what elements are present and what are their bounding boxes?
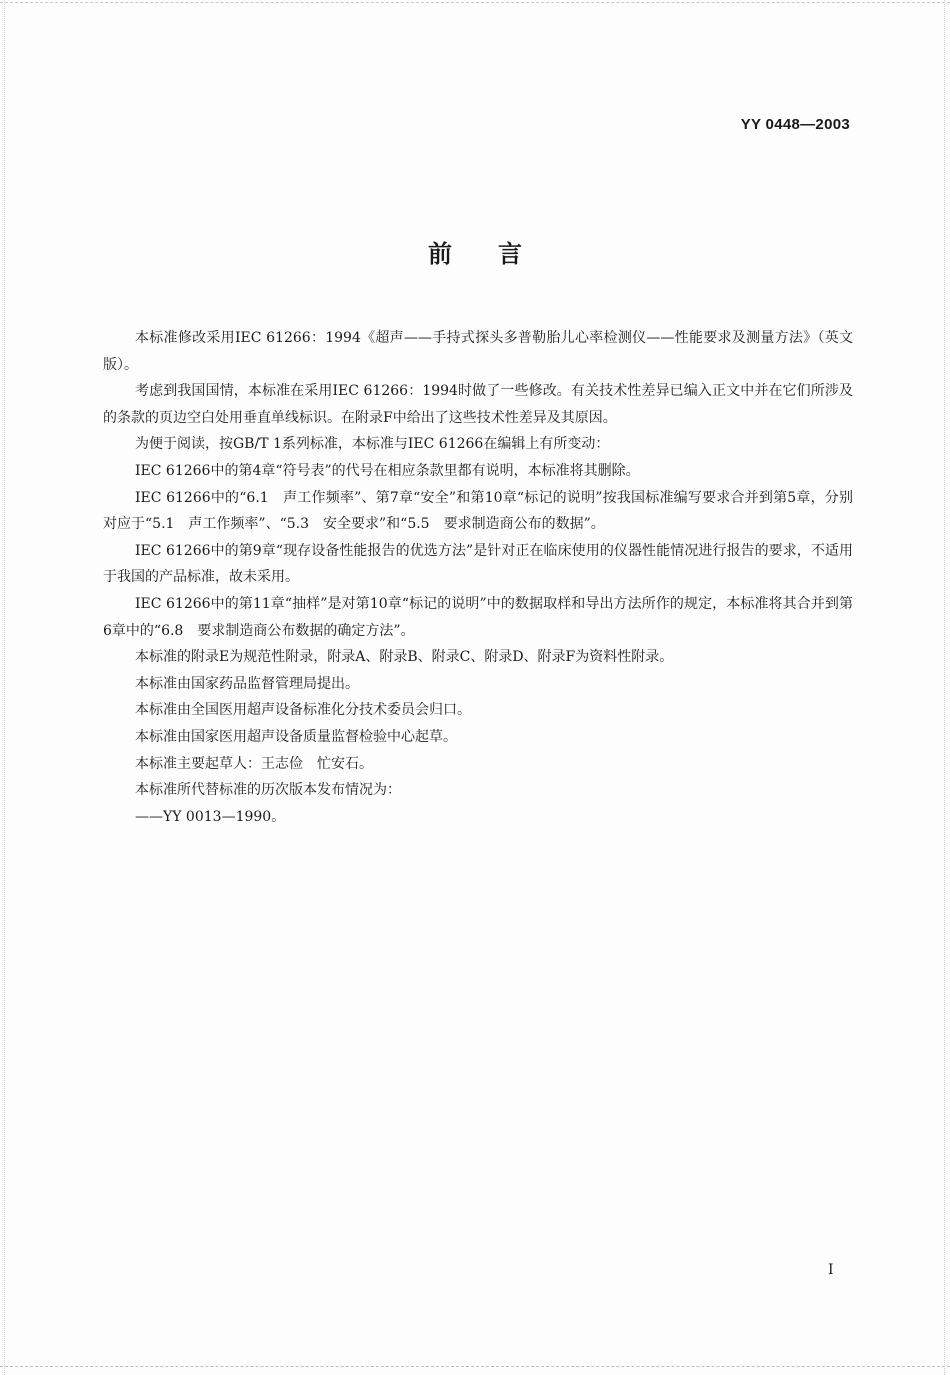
paragraph-drafters: 本标准主要起草人：王志俭 忙安石。 <box>135 755 373 772</box>
paragraph-history-item: ——YY 0013—1990。 <box>135 808 286 825</box>
scan-edge-right <box>944 0 946 1375</box>
paragraph-modifications: 考虑到我国国情，本标准在采用IEC 61266：1994时做了一些修改。有关技术性差异已编入正文中并在它们所涉及的条款的页边空白处用垂直单线标识。在附录F中给出了这些技术性差异及其原因。 <box>103 383 853 426</box>
paragraph-drafted-by: 本标准由国家医用超声设备质量监督检验中心起草。 <box>135 728 457 745</box>
paragraph-proposed-by: 本标准由国家药品监督管理局提出。 <box>135 675 359 692</box>
paragraph-chapter-4: IEC 61266中的第4章“符号表”的代号在相应条款里都有说明，本标准将其删除。 <box>135 462 640 479</box>
paragraph-adoption: 本标准修改采用IEC 61266：1994《超声——手持式探头多普勒胎儿心率检测仪——性能要求及测量方法》（英文版）。 <box>103 330 853 373</box>
standard-code: YY 0448—2003 <box>740 116 850 133</box>
scan-edge-bottom <box>0 1366 950 1369</box>
paragraph-annexes: 本标准的附录E为规范性附录，附录A、附录B、附录C、附录D、附录F为资料性附录。 <box>135 649 674 666</box>
paragraph-administered-by: 本标准由全国医用超声设备标准化分技术委员会归口。 <box>135 702 471 719</box>
page-title: 前言 <box>428 240 568 268</box>
paragraph-chapter-6-7-10: IEC 61266中的“6.1 声工作频率”、第7章“安全”和第10章“标记的说明”按我国标准编写要求合并到第5章，分别对应于“5.1 声工作频率”、“5.3 安全要求”和“5.5 要求制造商公布的数据”。 <box>103 489 853 533</box>
foreword-body <box>103 325 853 830</box>
paragraph-chapter-9: IEC 61266中的第9章“现存设备性能报告的优选方法”是针对正在临床使用的仪器性能情况进行报告的要求，不适用于我国的产品标准，故未采用。 <box>103 542 853 586</box>
page-number: I <box>828 1262 834 1278</box>
paragraph-chapter-11: IEC 61266中的第11章“抽样”是对第10章“标记的说明”中的数据取样和导出方法所作的规定，本标准将其合并到第6章中的“6.8 要求制造商公布数据的确定方法”。 <box>103 595 853 639</box>
scan-edge-left <box>4 0 6 1375</box>
paragraph-history-intro: 本标准所代替标准的历次版本发布情况为： <box>135 782 401 799</box>
paragraph-editorial-changes: 为便于阅读，按GB/T 1系列标准，本标准与IEC 61266在编辑上有所变动： <box>135 436 610 453</box>
scan-edge-top <box>0 2 950 5</box>
